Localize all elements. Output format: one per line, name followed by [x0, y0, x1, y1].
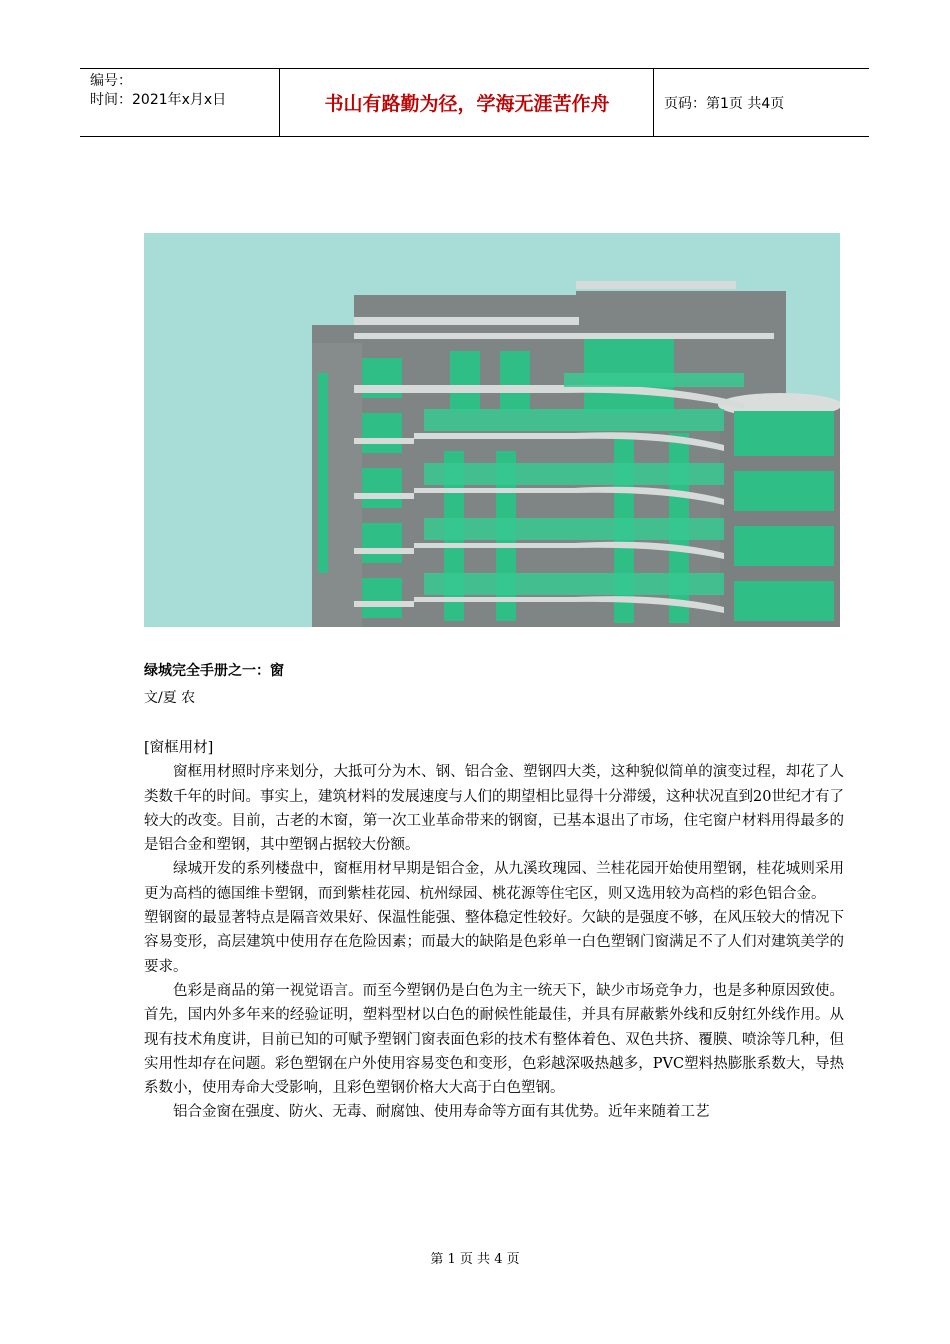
article-title: 绿城完全手册之一：窗: [144, 663, 284, 679]
number-label: 编号：: [90, 73, 132, 89]
header-motto: 书山有路勤为径，学海无涯苦作舟: [281, 69, 654, 136]
paragraph: 绿城开发的系列楼盘中，窗框用材早期是铝合金，从九溪玫瑰园、兰桂花园开始使用塑钢，桂花城则采用更为高档的德国维卡塑钢，而到紫桂花园、杭州绿园、桃花源等住宅区，则又选用较为高档的彩色铝合金。: [144, 861, 844, 902]
header-meta-cell: [80, 69, 280, 136]
paragraph: 塑钢窗的最显著特点是隔音效果好、保温性能强、整体稳定性较好。欠缺的是强度不够，在风压较大的情况下容易变形，高层建筑中使用存在危险因素；而最大的缺陷是色彩单一白色塑钢门窗满足不了人们对建筑美学的要求。: [144, 910, 844, 975]
paragraph: 色彩是商品的第一视觉语言。而至今塑钢仍是白色为主一统天下，缺少市场竞争力，也是多种原因致使。首先，国内外多年来的经验证明，塑料型材以白色的耐候性能最佳，并具有屏蔽紫外线和反射红外线作用。从现有技术角度讲，目前已知的可赋予塑钢门窗表面色彩的技术有整体着色、双色共挤、覆膜、喷涂等几种，但实用性却存在问题。彩色塑钢在户外使用容易变色和变形，色彩越深吸热越多，PVC塑料热膨胀系数大，导热系数小，使用寿命大受影响，且彩色塑钢价格大大高于白色塑钢。: [144, 982, 844, 1097]
section-heading: [窗框用材]: [144, 740, 214, 756]
article-body: [144, 736, 844, 1125]
paragraph: 铝合金窗在强度、防火、无毒、耐腐蚀、使用寿命等方面有其优势。近年来随着工艺: [173, 1104, 710, 1121]
page-footer: 第 1 页 共 4 页: [430, 1252, 520, 1267]
header-page-info: 页码：第1页 共4页: [664, 95, 785, 112]
time-label: 时间：2021年x月x日: [90, 92, 227, 108]
article-author: 文/夏 农: [144, 690, 196, 706]
building-photo: [144, 233, 840, 627]
document-header: [80, 68, 869, 137]
paragraph: 窗框用材照时序来划分，大抵可分为木、钢、铝合金、塑钢四大类，这种貌似简单的演变过程，却花了人类数千年的时间。事实上，建筑材料的发展速度与人们的期望相比显得十分滞缓，这种状况直到20世纪才有了较大的改变。目前，古老的木窗，第一次工业革命带来的钢窗，已基本退出了市场，住宅窗户材料用得最多的是铝合金和塑钢，其中塑钢占据较大份额。: [144, 764, 844, 854]
